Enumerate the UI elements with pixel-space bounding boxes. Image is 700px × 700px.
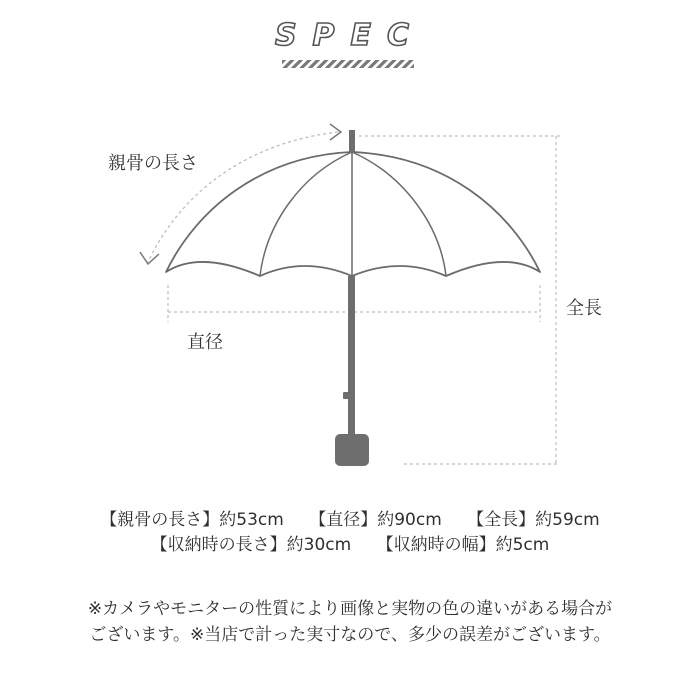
- spec-label: 【直径】: [309, 510, 378, 530]
- spec-label: 【全長】: [467, 510, 536, 530]
- diameter-label: 直径: [187, 332, 223, 353]
- note-line-1: ※カメラやモニターの性質により画像と実物の色の違いがある場合が: [87, 599, 613, 619]
- spec-label: 【親骨の長さ】: [100, 510, 220, 530]
- section-title: SPEC: [274, 18, 426, 53]
- spec-list: [0, 508, 700, 558]
- spec-row-1: [0, 508, 700, 533]
- spec-total-length: [467, 510, 600, 530]
- spec-value: 約53cm: [219, 510, 284, 530]
- spec-value: 約59cm: [535, 510, 600, 530]
- rib-length-label: 親骨の長さ: [108, 153, 198, 174]
- umbrella-shaft: [348, 276, 355, 436]
- umbrella-tip: [349, 130, 355, 153]
- spec-value: 約5cm: [495, 535, 550, 555]
- spec-diameter: [309, 510, 442, 530]
- umbrella-button: [343, 392, 349, 399]
- spec-rib-length: [100, 510, 284, 530]
- spec-label: 【収納時の幅】: [376, 535, 496, 555]
- umbrella-canopy: [166, 152, 540, 276]
- total-length-label: 全長: [566, 298, 602, 319]
- spec-value: 約30cm: [286, 535, 352, 555]
- umbrella-handle: [335, 434, 369, 466]
- spec-row-2: [0, 533, 700, 558]
- disclaimer-note: [0, 596, 700, 648]
- spec-value: 約90cm: [377, 510, 442, 530]
- note-line-2: ございます。※当店で計った実寸なので、多少の誤差がございます。: [89, 625, 611, 645]
- spec-folded-length: [151, 535, 352, 555]
- spec-label: 【収納時の長さ】: [150, 535, 287, 555]
- spec-folded-width: [377, 535, 550, 555]
